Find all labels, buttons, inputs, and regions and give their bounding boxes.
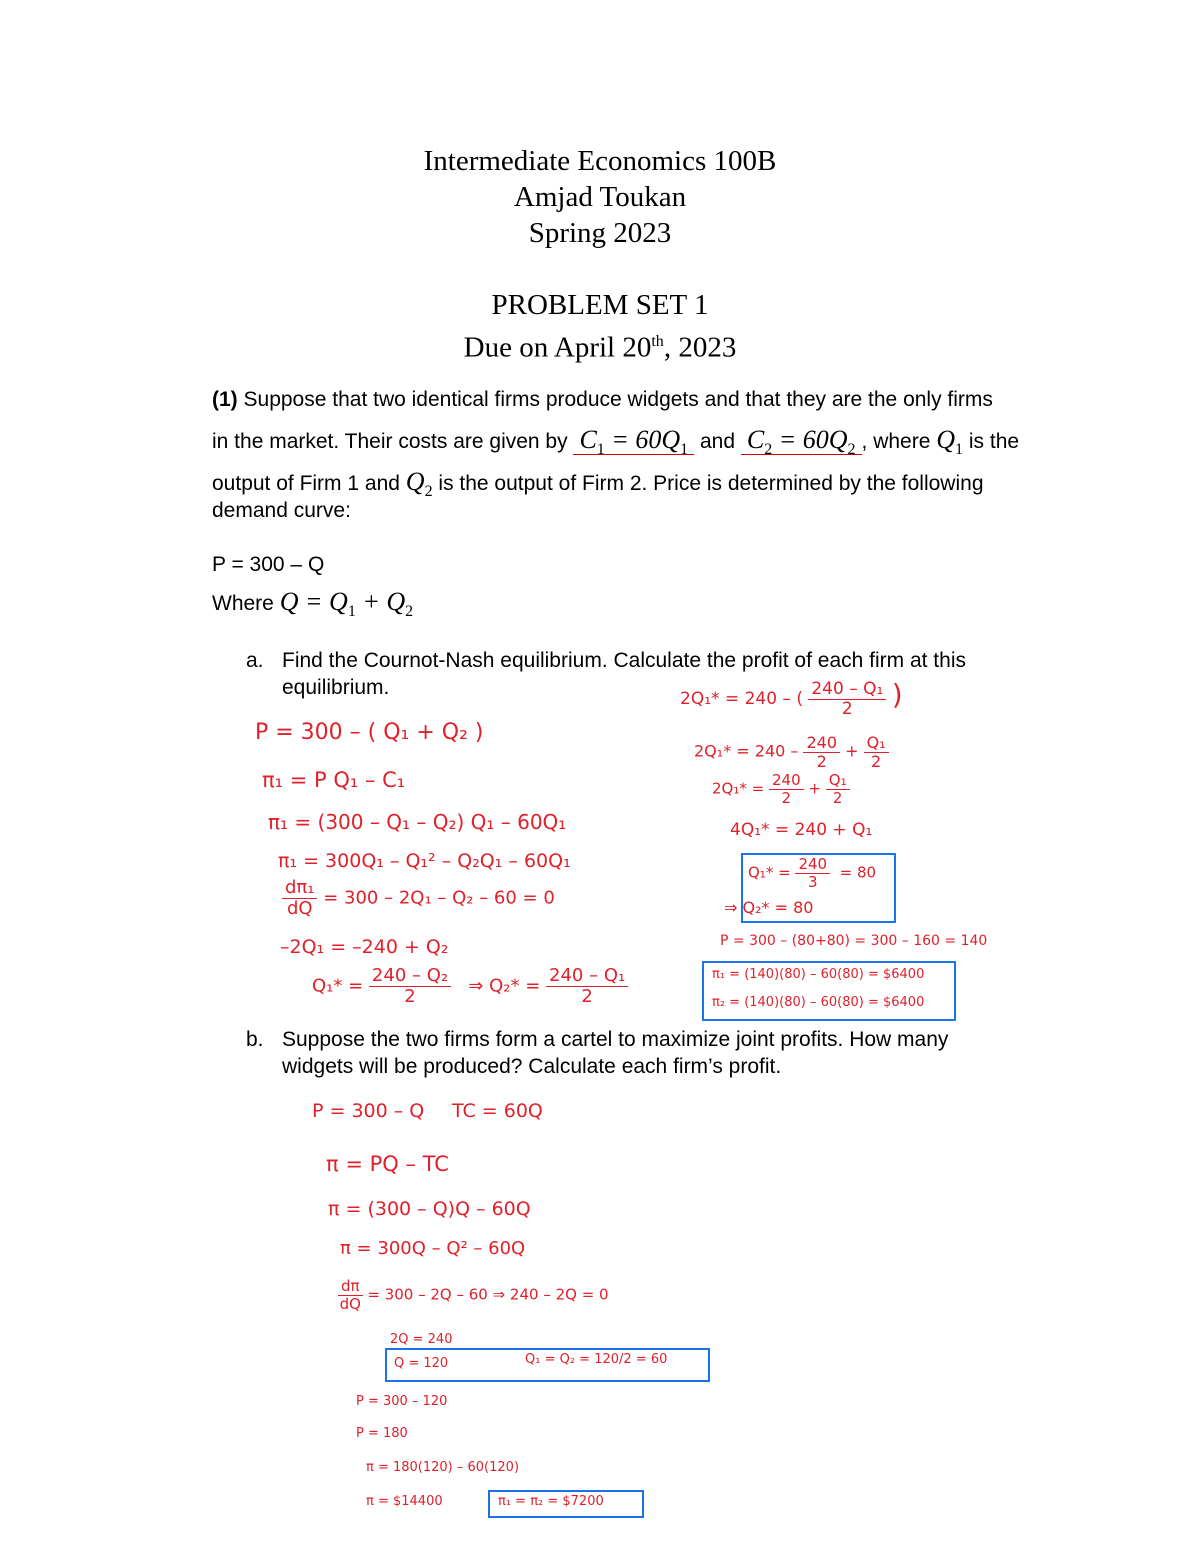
where-text: , where	[861, 430, 931, 453]
cost-function-2: $C_2 = 60Q_2$	[741, 425, 862, 455]
instructor-name: Amjad Toukan	[513, 181, 687, 213]
hw-a-price: P = 300 – (80+80) = 300 – 160 = 140	[720, 933, 988, 949]
hw-a-r5: Q₁* = $\frac{240}{3}$ = 80	[748, 855, 877, 891]
problem1-line4: demand curve:	[212, 499, 351, 522]
cost-function-1: $C_1 = 60Q_1$	[573, 425, 694, 455]
hw-a-r4: 4Q₁* = 240 + Q₁	[730, 820, 873, 840]
hw-b-price-val: P = 180	[356, 1426, 408, 1441]
problem1-line1	[212, 386, 993, 414]
firm2-output-text: is the output of Firm 2. Price is determined by the following	[438, 472, 984, 495]
hw-b-cost: TC = 60Q	[452, 1100, 543, 1122]
hw-b-q: Q = 120	[394, 1356, 449, 1371]
hw-b-foc: $\frac{d\pi}{dQ}$ = 300 – 2Q – 60 ⇒ 240 – 2Q = 0	[339, 1277, 609, 1313]
hw-a-r1: 2Q₁* = 240 – ( $\frac{\text{240 – Q₁}}{2}$ )	[680, 678, 903, 719]
hw-a-profit1: π₁ = (140)(80) – 60(80) = $6400	[712, 967, 925, 982]
part-b-text-2: widgets will be produced? Calculate each firm’s profit.	[282, 1055, 782, 1078]
hw-a-profit-expand: π₁ = 300Q₁ – Q₁² – Q₂Q₁ – 60Q₁	[278, 850, 571, 872]
hw-b-profit-calc: π = 180(120) – 60(120)	[366, 1460, 520, 1475]
part-a-label: a.	[246, 649, 264, 672]
part-a-text-1: Find the Cournot-Nash equilibrium. Calculate the profit of each firm at this	[282, 649, 966, 672]
demand-curve: P = 300 – Q	[212, 553, 325, 576]
costs-text: in the market. Their costs are given by	[212, 430, 568, 453]
hw-a-r6: ⇒ Q₂* = 80	[724, 898, 814, 917]
hw-a-best-response: Q₁* = $\frac{\text{240 – Q₂}}{2}$ ⇒ Q₂* = $\frac{\text{240 – Q₁}}{2}$	[312, 966, 628, 1007]
firm1-output-text: output of Firm 1 and	[212, 472, 400, 495]
due-date	[0, 324, 1200, 366]
hw-a-price-eq: P = 300 – ( Q₁ + Q₂ )	[255, 720, 484, 745]
problem-set-title: PROBLEM SET 1	[491, 289, 709, 321]
hw-b-demand: P = 300 – Q	[312, 1100, 425, 1122]
term: Spring 2023	[528, 217, 672, 249]
due-sup: th	[651, 333, 664, 350]
hw-b-q-split: Q₁ = Q₂ = 120/2 = 60	[525, 1352, 668, 1367]
hw-b-each-profit: π₁ = π₂ = $7200	[498, 1494, 604, 1509]
where-label: Where	[212, 592, 274, 615]
hw-b-price: P = 300 – 120	[356, 1394, 448, 1409]
hw-a-r2: 2Q₁* = 240 – $\frac{240}{2}$ + $\frac{\text{Q₁}}{2}$	[694, 734, 889, 770]
hw-a-profit-def: π₁ = P Q₁ – C₁	[262, 768, 406, 792]
q2-symbol: $Q_2$	[405, 467, 433, 501]
problem1-intro: Suppose that two identical firms produce widgets and that they are the only firms	[243, 388, 993, 411]
q1-symbol: $Q_1$	[936, 425, 964, 459]
hw-b-profit-sub: π = (300 – Q)Q – 60Q	[328, 1198, 531, 1220]
hw-a-solve: –2Q₁ = –240 + Q₂	[280, 936, 449, 958]
q-sum: $Q = Q_1 + Q_2$	[279, 587, 414, 621]
part-b-label: b.	[246, 1028, 264, 1051]
problem-number: (1)	[212, 388, 238, 411]
part-a-text-2: equilibrium.	[282, 676, 390, 699]
due-suffix: , 2023	[663, 331, 737, 364]
hw-b-2q: 2Q = 240	[390, 1332, 453, 1347]
hw-a-profit2: π₂ = (140)(80) – 60(80) = $6400	[712, 995, 925, 1010]
part-b-question	[246, 1026, 948, 1080]
hw-a-foc: $\frac{\text{dπ₁}}{dQ}$ = 300 – 2Q₁ – Q₂ – 60 = 0	[282, 878, 555, 919]
part-b-text-1: Suppose the two firms form a cartel to maximize joint profits. How many	[282, 1028, 949, 1051]
hw-a-r3: 2Q₁* = $\frac{240}{2}$ + $\frac{\text{Q₁}}{2}$	[712, 772, 850, 806]
hw-b-profit-total: π = $14400	[366, 1494, 443, 1509]
quantity-definition	[212, 588, 413, 626]
hw-b-profit-expand: π = 300Q – Q² – 60Q	[340, 1238, 526, 1259]
problem1-line2	[212, 426, 1019, 464]
hw-a-profit-sub: π₁ = (300 – Q₁ – Q₂) Q₁ – 60Q₁	[268, 810, 567, 834]
is-the-text: is the	[968, 430, 1020, 453]
hw-b-profit-def: π = PQ – TC	[326, 1152, 449, 1176]
and-text: and	[699, 430, 736, 453]
due-prefix: Due on April 20	[463, 331, 652, 364]
course-title: Intermediate Economics 100B	[423, 145, 777, 177]
